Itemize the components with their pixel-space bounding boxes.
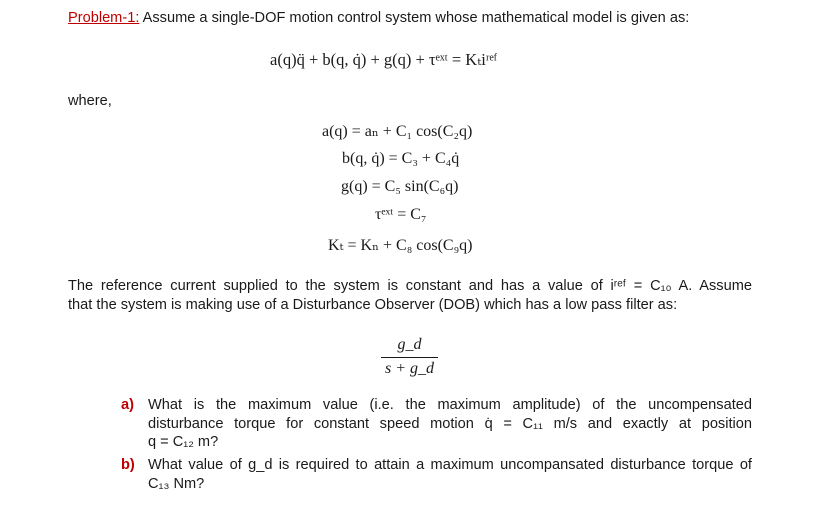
filter-fraction (381, 336, 438, 378)
definition-tau-ext: τᵉˣᵗ = C₇ (375, 206, 427, 223)
paragraph (68, 278, 752, 313)
model-equation (270, 50, 497, 70)
question-b (148, 457, 752, 492)
definition-kt: Kₜ = Kₙ + C₈ cos(C₉q) (328, 237, 473, 254)
paragraph-line-1: The reference current supplied to the system is constant and has a value of iʳᵉᶠ = C₁₀ A. Assume (68, 278, 752, 294)
definition-a: a(q) = aₙ + C₁ cos(C₂q) (322, 123, 473, 140)
question-a-line-1: What is the maximum value (i.e. the maximum amplitude) of the uncompensated (148, 397, 752, 413)
definition-g: g(q) = C₅ sin(C₆q) (341, 178, 459, 195)
paragraph-line-2: that the system is making use of a Disturbance Observer (DOB) which has a low pass filter as: (68, 297, 678, 313)
model-equation-text: a(q)q̈ + b(q, q̇) + g(q) + τᵉˣᵗ = Kₜiʳᵉᶠ (270, 50, 498, 69)
question-a-line-2: disturbance torque for constant speed motion q̇ = C₁₁ m/s and exactly at position (148, 416, 752, 432)
problem-heading (68, 10, 689, 26)
filter-denominator: s + g_d (385, 360, 435, 377)
question-a (148, 397, 752, 450)
filter-numerator: g_d (381, 336, 438, 358)
question-a-label: a) (121, 397, 134, 413)
question-b-line-1: What value of g_d is required to attain a maximum uncompansated disturbance torque of (148, 457, 752, 473)
definition-b: b(q, q̇) = C₃ + C₄q̇ (342, 150, 460, 167)
where-label: where, (68, 93, 112, 109)
problem-intro: Assume a single-DOF motion control system whose mathematical model is given as: (139, 10, 690, 26)
question-b-line-2: C₁₃ Nm? (148, 476, 205, 492)
question-a-line-3: q = C₁₂ m? (148, 434, 219, 450)
question-b-label: b) (121, 457, 135, 473)
problem-label: Problem-1: (68, 10, 140, 26)
